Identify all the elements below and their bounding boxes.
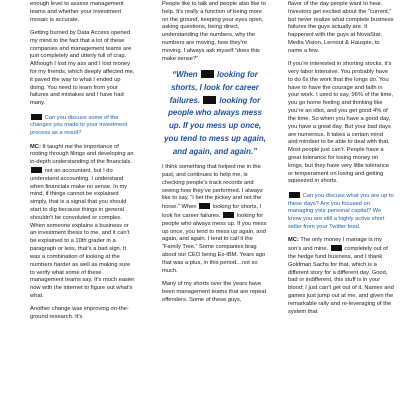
text-run: flavor of the day people want to hear. Investors get excited about the “current,” but never realize what complete business failures the guys actually are. It happened with the guys at NovaStar, Media Vision, Lernout & Hauspie, to name a few. [288,1,394,54]
text-run: looking for people who always mess up. If you mess up once, you tend to mess up again, and again, and again. I tend to call it the “Family Tree.” Some companies brag about our CEO being Ex-IBM. Years ago that was a plus, in this period…not so much. [162,212,267,274]
body-paragraph [30,144,136,301]
speaker-label: MC: [288,237,299,244]
speaker-label: MC: [30,143,41,150]
body-paragraph [288,1,394,56]
text-run: I think something that helped me in the past, and continues to help me, is checking people’s track records and seeing how they’ve performed. I always like to say, “I bet the jockey and not the horse.” When [162,164,263,211]
text-run: Getting burned by Data Access opened my mind to the fact that a lot of these companies and management teams are just completely and utterly full of crap. Although I lost my ass and I lost money for my friends, which deeply affected me, it paved the way to what I ended up doing. You need to learn from your failures and mistakes and I have had many. [30,29,135,107]
body-paragraph [162,1,268,64]
body-paragraph [30,30,136,108]
text-run: The only money I manage is my son’s and mine. [288,237,382,253]
text-column-2 [162,1,268,310]
text-run: “When [172,70,200,79]
redaction-bar [289,192,300,198]
text-run: Can you discuss some of the changes you made to your investment process as a result? [30,114,128,137]
body-paragraph [162,164,268,275]
body-paragraph [288,237,394,316]
text-run: looking for shorts, I look for career failures. [169,70,259,105]
text-run: not an accountant, but I do understand accounting. I understand when financials make no sense. In my mind, if things cannot be explained simply, that is a signal that you should start to dig because things in general shouldn’t be convoluted or complex. When someone explains a business or an investment thesis to me, and it can’t be explained to a 10th grader in a paragraph or less, that’s a bad sign. It was a combination of looking at the numbers harder as well as making sure to verify what some of these management teams say. It’s much easier now with the internet to figure out what’s what. [30,167,135,299]
redaction-bar [331,245,342,251]
redaction-bar [201,70,214,78]
body-paragraph [162,281,268,304]
interview-question [30,114,136,138]
body-paragraph [30,1,136,24]
interview-question [288,192,394,232]
text-column-1 [30,1,136,327]
text-column-3 [288,1,394,322]
body-paragraph [288,61,394,186]
redaction-bar [31,114,42,120]
text-run: completely out of the hedge fund business, and I thank Goldman Sachs for that, which is a different story for a different day. Good, bad or indifferent, this stuff is in your blood; I just can’t get out of it. Names and games just jump out at me, and given the remarkable rally and re-leveraging of the system that [288,246,394,315]
redaction-bar [223,212,234,218]
text-run: People like to talk and people also like to help. It’s really a function of being more on the ground, keeping your eyes open, asking questions, being direct, understanding the numbers, why the numbers are moving, how they’re moving. I always ask myself “does this make sense?” [162,1,266,62]
text-run: If you’re interested in shorting stocks, it’s very labor intensive. You probably have to do 6x the work that the longs do. You have to have the courage and faith in your work. I used to say, 96% of the time, you go home feeling and thinking like you’re an idiot, and you get good 4% of the time. So when you have a good day, you have a great day. But your bad days are numerous. It takes a certain mind and mindset to be able to deal with that. Most people just can’t. People have a great tolerance for losing money on longs, but they have very little tolerance or temperament on losing and getting squeezed in shorts. [288,61,394,185]
text-run: Many of my shorts over the years have been management teams that are repeat offenders. Some of these guys, [162,280,267,303]
text-run: It taught me the importance of rooting through filings and developing an in-depth understanding of the financials. [30,143,134,166]
text-run: enough level to assess management teams and whether your investment mosaic is accurate. [30,1,124,23]
pull-quote [162,69,268,159]
text-run: looking for shorts, I look for career failures. [162,204,262,219]
redaction-bar [31,167,42,173]
text-run: Another change was improving on-the-ground research. It’s [30,306,129,321]
redaction-bar [199,203,210,209]
redaction-bar [203,96,216,104]
text-run: looking for people who always mess up. If you mess up once, you tend to mess up again, and again, and again.” [164,95,266,156]
text-run: Can you discuss what you are up to these days? Are you focused on managing your personal capital? We know you are still a highly active short seller from your Twitter feed. [288,192,394,230]
body-paragraph [30,306,136,322]
